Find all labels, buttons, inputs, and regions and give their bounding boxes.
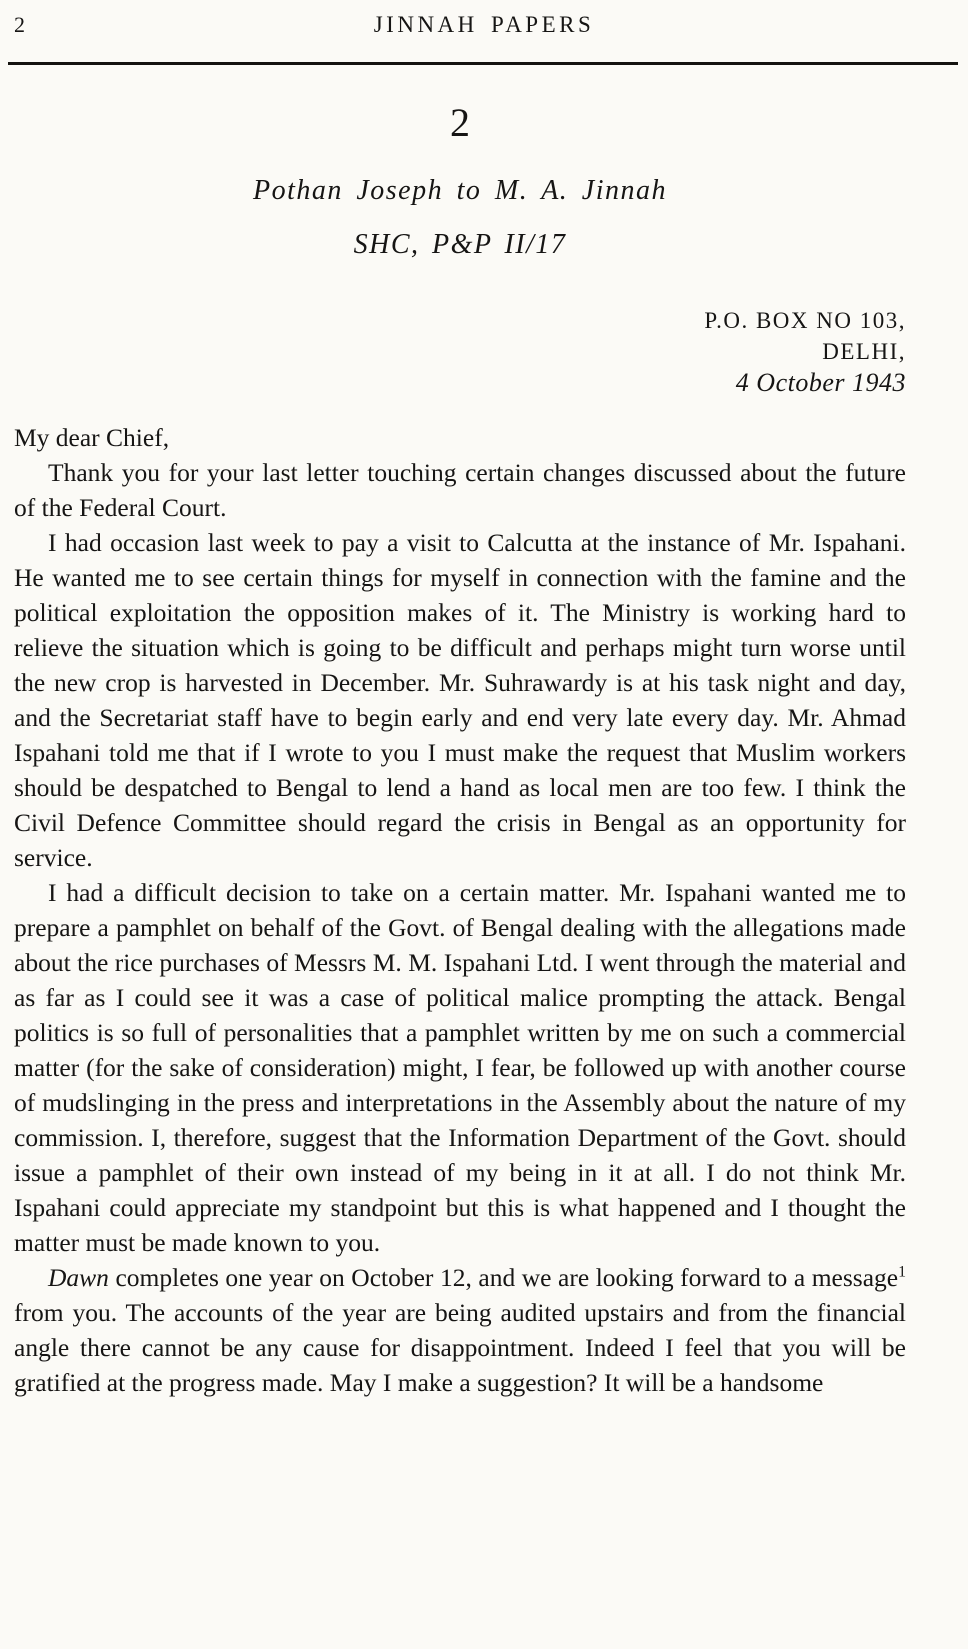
document-number: 2 <box>450 100 470 145</box>
address-line-city: DELHI, <box>822 339 906 364</box>
running-head <box>0 0 968 46</box>
paragraph-2: I had occasion last week to pay a visit to Calcutta at the instance of Mr. Ispahani. He wanted me to see certain things for myself in connection with the famine and the political exploitation the opposition makes of it. The Ministry is working hard to relieve the situation which is going to be difficult and perhaps might turn worse until the new crop is harvested in December. Mr. Suhrawardy is at his task night and day, and the Secretariat staff have to begin early and end very late every day. Mr. Ahmad Ispahani told me that if I wrote to you I must make the request that Muslim workers should be despatched to Bengal to lend a hand as local men are too few. I think the Civil Defence Committee should regard the crisis in Bengal as an opportunity for service. <box>14 528 906 872</box>
page-content <box>14 100 906 1400</box>
address-block <box>14 305 906 398</box>
running-head-title: JINNAH PAPERS <box>373 12 595 37</box>
document-heading: Pothan Joseph to M. A. Jinnah <box>252 175 668 206</box>
document-source-reference: SHC, P&P II/17 <box>353 229 567 260</box>
paragraph-4-text-before-note: completes one year on October 12, and we are looking forward to a message <box>108 1263 899 1292</box>
letter-date: 4 October 1943 <box>735 368 906 397</box>
paragraph-4 <box>14 1260 906 1400</box>
paragraph-3: I had a difficult decision to take on a certain matter. Mr. Ispahani wanted me to prepare a pamphlet on behalf of the Govt. of Bengal dealing with the allegations made about the rice purchases of Messrs M. M. Ispahani Ltd. I went through the material and as far as I could see it was a case of political malice prompting the attack. Bengal politics is so full of personalities that a pamphlet written by me on such a commercial matter (for the sake of consideration) might, I fear, be followed up with another course of mudslinging in the press and interpretations in the Assembly about the nature of my commission. I, therefore, suggest that the Information Department of the Govt. should issue a pamphlet of their own instead of my being in it at all. I do not think Mr. Ispahani could appreciate my standpoint but this is what happened and I thought the matter must be made known to you. <box>14 878 906 1257</box>
letter-body <box>14 420 906 1400</box>
header-rule <box>8 62 958 65</box>
paragraph-4-text-after-note: from you. The accounts of the year are being audited upstairs and from the financial angle there cannot be any cause for disappointment. Indeed I feel that you will be gratified at the progress made. May I make a suggestion? It will be a handsome <box>14 1298 906 1397</box>
paragraph-1: Thank you for your last letter touching certain changes discussed about the future of the Federal Court. <box>14 458 906 522</box>
footnote-reference-1: 1 <box>898 1263 906 1281</box>
page-number: 2 <box>14 12 25 37</box>
salutation: My dear Chief, <box>14 423 170 452</box>
dawn-title-italic: Dawn <box>48 1263 109 1292</box>
address-line-po-box: P.O. BOX NO 103, <box>704 308 906 333</box>
